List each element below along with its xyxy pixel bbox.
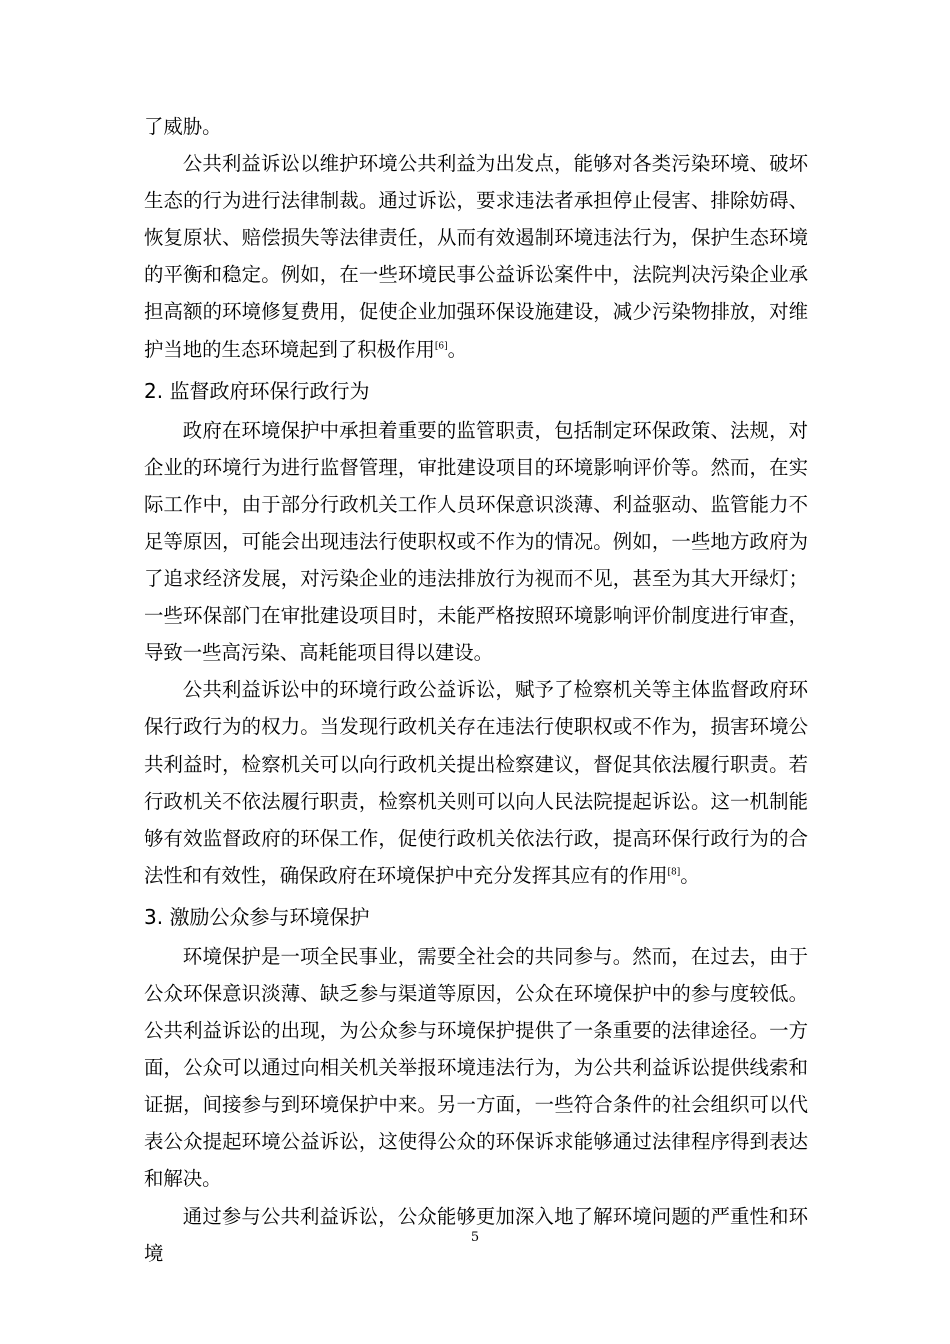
- citation-marker: [8]: [667, 867, 681, 878]
- paragraph-text: 通过参与公共利益诉讼，公众能够更加深入地了解环境问题的严重性和环境: [144, 1204, 808, 1265]
- paragraph: [144, 412, 808, 672]
- paragraph-text: 政府在环境保护中承担着重要的监管职责，包括制定环保政策、法规，对企业的环境行为进行监督管理，审批建设项目的环境影响评价等。然而，在实际工作中，由于部分行政机关工作人员环保意识淡薄、利益驱动、监管能力不足等原因，可能会出现违法行使职权或不作为的情况。例如，一些地方政府为了追求经济发展，对污染企业的违法排放行为视而不见，甚至为其大开绿灯；一些环保部门在审批建设项目时，未能严格按照环境影响评价制度进行审查，导致一些高污染、高耗能项目得以建设。: [144, 418, 808, 665]
- document-body: [144, 108, 808, 1272]
- section-heading: 2. 监督政府环保行政行为: [144, 378, 370, 403]
- paragraph: [144, 938, 808, 1198]
- paragraph-end: 。: [447, 337, 467, 361]
- paragraph-text: 公共利益诉讼中的环境行政公益诉讼，赋予了检察机关等主体监督政府环保行政行为的权力。当发现行政机关存在违法行使职权或不作为，损害环境公共利益时，检察机关可以向行政机关提出检察建议，督促其依法履行职责。若行政机关不依法履行职责，检察机关则可以向人民法院提起诉讼。这一机制能够有效监督政府的环保工作，促使行政机关依法行政，提高环保行政行为的合法性和有效性，确保政府在环境保护中充分发挥其应有的作用: [144, 678, 808, 887]
- paragraph-text: 公共利益诉讼以维护环境公共利益为出发点，能够对各类污染环境、破坏生态的行为进行法律制裁。通过诉讼，要求违法者承担停止侵害、排除妨碍、恢复原状、赔偿损失等法律责任，从而有效遏制环境违法行为，保护生态环境的平衡和稳定。例如，在一些环境民事公益诉讼案件中，法院判决污染企业承担高额的环境修复费用，促使企业加强环保设施建设，减少污染物排放，对维护当地的生态环境起到了积极作用: [144, 152, 808, 361]
- citation-marker: [6]: [434, 341, 448, 352]
- paragraph-text: 了威胁。: [144, 115, 222, 138]
- paragraph-end: 。: [680, 863, 700, 887]
- paragraph: [144, 671, 808, 894]
- page-number: 5: [470, 1230, 480, 1245]
- paragraph: [144, 145, 808, 368]
- paragraph: [144, 108, 808, 145]
- section-heading: 3. 激励公众参与环境保护: [144, 904, 370, 929]
- paragraph-text: 环境保护是一项全民事业，需要全社会的共同参与。然而，在过去，由于公众环保意识淡薄、缺乏参与渠道等原因，公众在环境保护中的参与度较低。公共利益诉讼的出现，为公众参与环境保护提供了一条重要的法律途径。一方面，公众可以通过向相关机关举报环境违法行为，为公共利益诉讼提供线索和证据，间接参与到环境保护中来。另一方面，一些符合条件的社会组织可以代表公众提起环境公益诉讼，这使得公众的环保诉求能够通过法律程序得到表达和解决。: [144, 944, 808, 1191]
